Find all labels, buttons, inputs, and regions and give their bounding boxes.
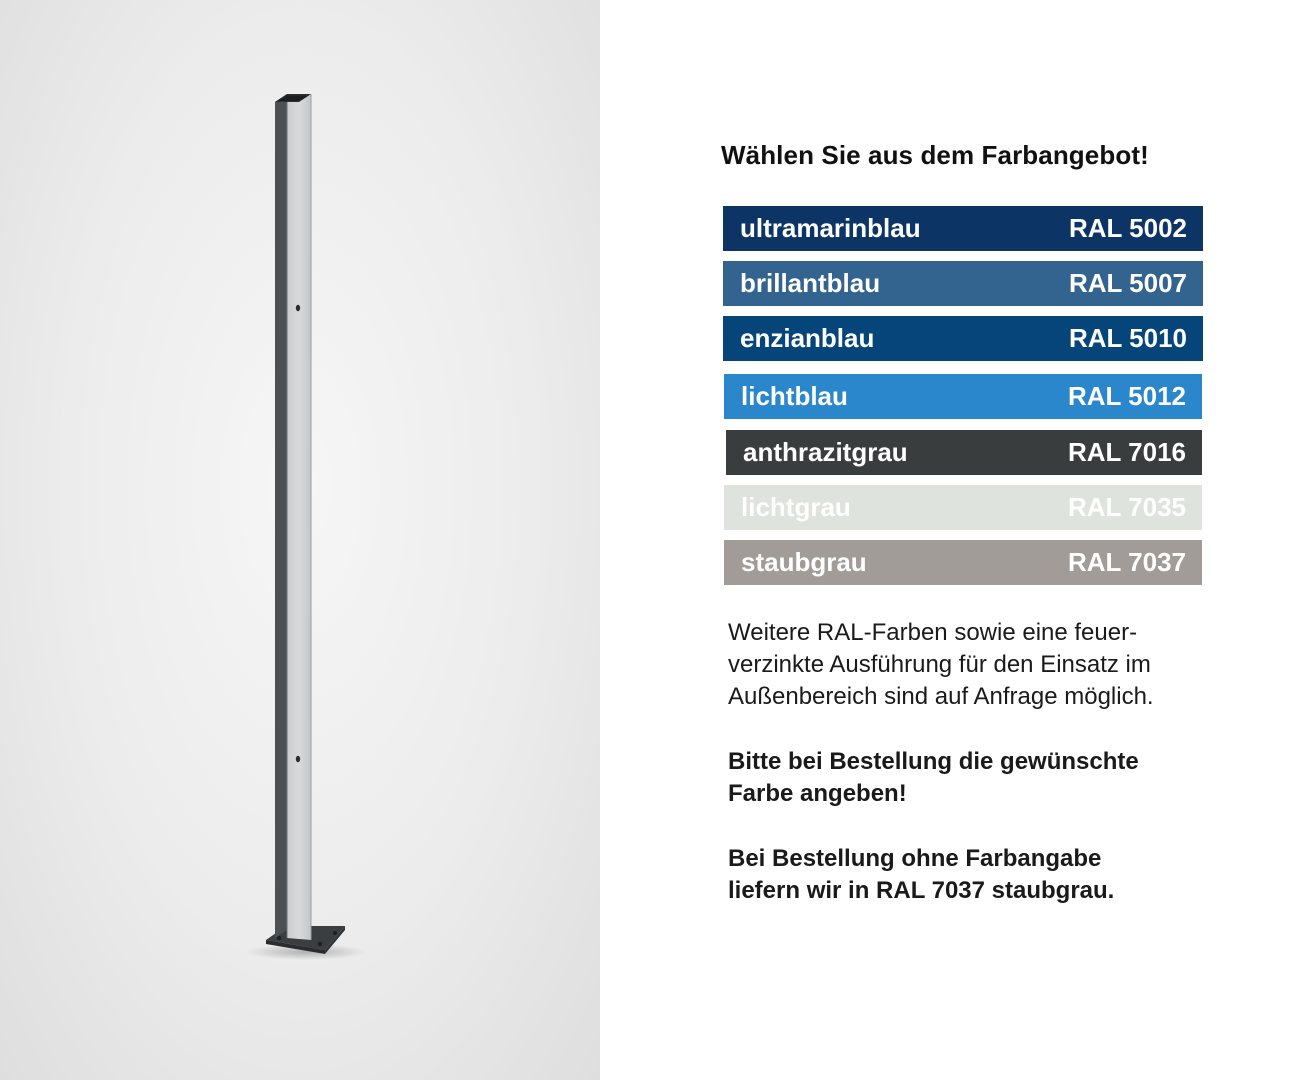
color-selection-panel: [600, 0, 1300, 1080]
post-image: [0, 0, 600, 1080]
swatch-code: RAL 7035: [1067, 492, 1186, 522]
swatch-code: RAL 5012: [1067, 381, 1186, 411]
swatch-code: RAL 7037: [1067, 547, 1186, 577]
swatch-code: RAL 5010: [1068, 323, 1187, 353]
swatch-name: staubgrau: [741, 547, 867, 577]
default-note-line: liefern wir in RAL 7037 staubgrau.: [728, 877, 1115, 904]
info-line: Weitere RAL-Farben sowie eine feuer-: [728, 619, 1138, 646]
order-note-line: Farbe angeben!: [728, 780, 907, 807]
swatch-name: lichtgrau: [741, 492, 851, 522]
info-text: [728, 617, 1228, 713]
swatch-code: RAL 7016: [1067, 437, 1186, 467]
info-line: Außenbereich sind auf Anfrage möglich.: [728, 683, 1154, 710]
swatch-brillantblau: [723, 261, 1203, 306]
swatch-name: enzianblau: [740, 323, 875, 353]
color-swatch-list: [600, 0, 1300, 700]
swatch-name: ultramarinblau: [740, 213, 921, 243]
info-line: verzinkte Ausführung für den Einsatz im: [728, 651, 1151, 678]
swatch-enzianblau: [723, 316, 1203, 361]
swatch-name: anthrazitgrau: [743, 437, 908, 467]
order-note: [728, 746, 1228, 810]
swatch-anthrazitgrau: [726, 430, 1202, 475]
swatch-lichtblau: [724, 374, 1202, 419]
heading: Wählen Sie aus dem Farbangebot!: [721, 140, 1149, 170]
order-note-line: Bitte bei Bestellung die gewünschte: [728, 748, 1139, 775]
swatch-lichtgrau: [724, 485, 1202, 530]
default-note-line: Bei Bestellung ohne Farbangabe: [728, 845, 1102, 872]
swatch-name: lichtblau: [741, 381, 848, 411]
swatch-name: brillantblau: [740, 268, 881, 298]
default-color-note: [728, 843, 1228, 907]
swatch-staubgrau: [724, 540, 1202, 585]
product-image-panel: [0, 0, 600, 1080]
swatch-ultramarinblau: [723, 206, 1203, 251]
swatch-code: RAL 5002: [1068, 213, 1187, 243]
swatch-code: RAL 5007: [1068, 268, 1187, 298]
